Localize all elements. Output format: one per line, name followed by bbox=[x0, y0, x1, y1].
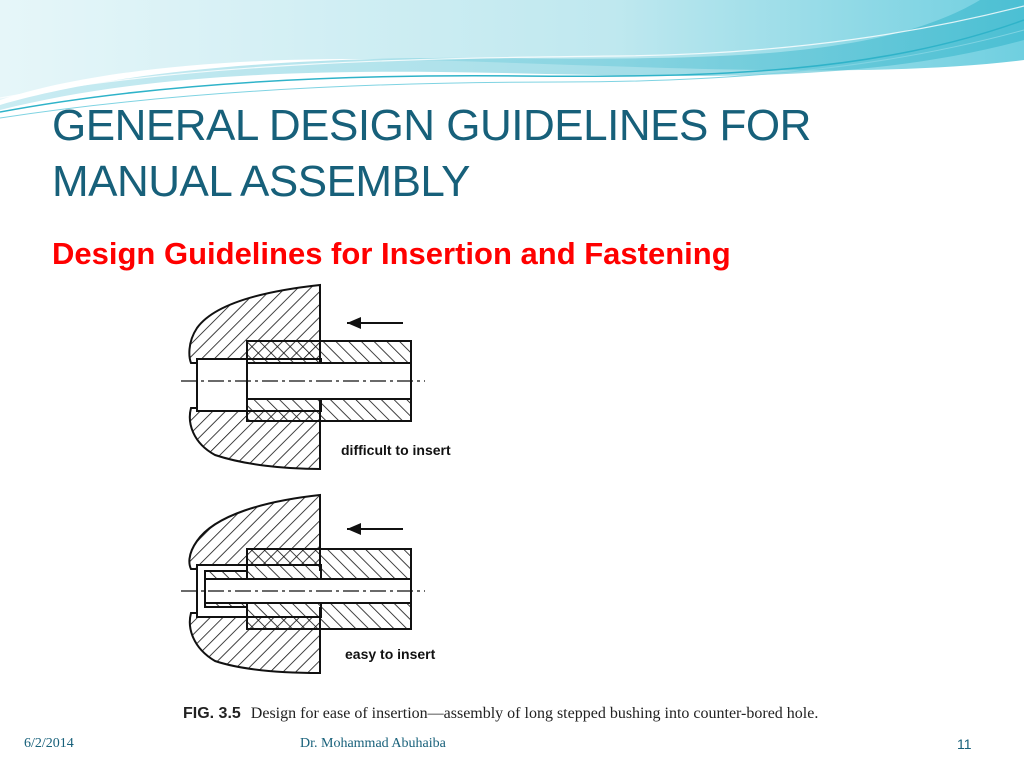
figure-caption-text: Design for ease of insertion—assembly of long stepped bushing into counter-bored hole. bbox=[250, 705, 819, 722]
difficult-insert-label: difficult to insert bbox=[341, 442, 451, 458]
figure-caption bbox=[183, 703, 847, 725]
footer-date: 6/2/2014 bbox=[24, 736, 74, 751]
slide-title: GENERAL DESIGN GUIDELINES FOR MANUAL ASSEMBLY bbox=[52, 101, 811, 206]
slide-subtitle: Design Guidelines for Insertion and Fastening bbox=[52, 236, 731, 271]
difficult-insert-drawing bbox=[181, 285, 451, 469]
footer-author: Dr. Mohammad Abuhaiba bbox=[300, 736, 446, 751]
easy-insert-drawing bbox=[181, 495, 436, 673]
bushing-assembly-drawing bbox=[175, 283, 847, 703]
easy-insert-label: easy to insert bbox=[345, 646, 436, 662]
slide-number: 11 bbox=[957, 736, 972, 752]
figure-panel bbox=[175, 283, 847, 753]
figure-number: FIG. 3.5 bbox=[183, 705, 241, 722]
